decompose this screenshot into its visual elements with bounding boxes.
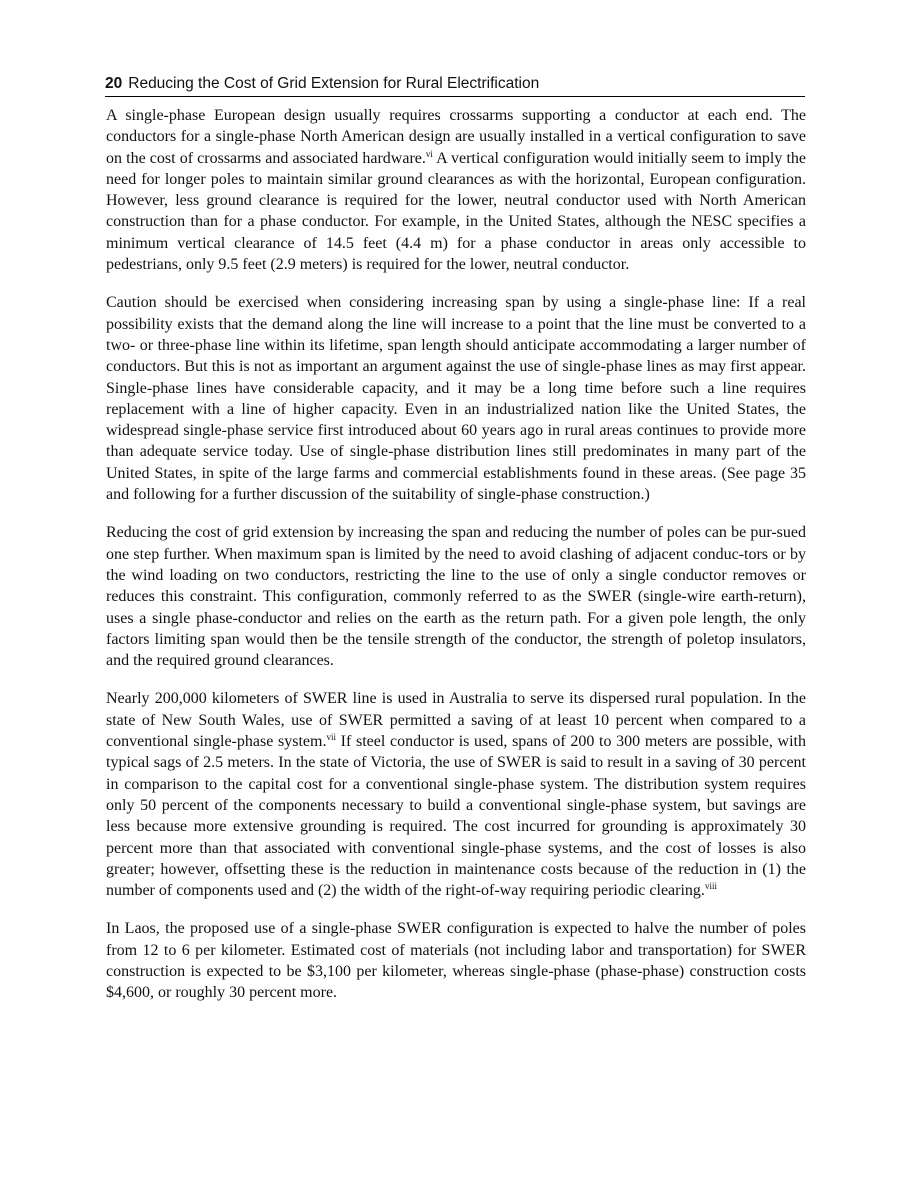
footnote-marker: vi xyxy=(425,148,433,159)
footnote-marker: vii xyxy=(326,732,336,743)
paragraph-text: If steel conductor is used, spans of 200 to 300 meters are possible, with typical sags of 2.5 meters. In the state of Victoria, the use of SWER is said to result in a saving of 30 percent in comparison to the capital cost for a conventional single-phase system. The distribution system requires only 50 percent of the components necessary to build a conventional single-phase system, but savings are less because more extensive grounding is required. The cost incurred for grounding is approximately 30 percent more than that associated with conventional single-phase systems, and the cost of losses is also greater; however, offsetting these is the reduction in maintenance costs because of the reduction in (1) the number of components used and (2) the width of the right-of-way requiring periodic clearing. xyxy=(106,733,806,900)
paragraph-australia xyxy=(106,688,806,901)
footnote-marker: viii xyxy=(704,881,717,892)
paragraph-swer-intro: Reducing the cost of grid extension by increasing the span and reducing the number of poles can be pur-sued one step further. When maximum span is limited by the need to avoid clashing of adjacent conduc-tors or by the wind loading on two conductors, restricting the line to the use of only a single conductor removes or reduces this constraint. This configuration, commonly referred to as the SWER (single-wire earth-return), uses a single phase-conductor and relies on the earth as the return path. For a given pole length, the only factors limiting span would then be the tensile strength of the conductor, the strength of poletop insulators, and the required ground clearances. xyxy=(106,524,806,670)
page-number: 20 xyxy=(105,75,123,92)
body-text xyxy=(106,105,806,1021)
paragraph-laos: In Laos, the proposed use of a single-phase SWER configuration is expected to halve the number of poles from 12 to 6 per kilometer. Estimated cost of materials (not including labor and transportation) for SWER construction is expected to be $3,100 per kilometer, whereas single-phase (phase-phase) construction costs $4,600, or roughly 30 percent more. xyxy=(106,920,806,1002)
paragraph-text: A single-phase European design usually requires crossarms supporting a conductor at each end. The conductors for a single-phase North American design are usually installed in a vertical configuration to save on the cost of crossarms and associated hardware. xyxy=(106,107,806,167)
paragraph-single-phase-design xyxy=(106,105,806,275)
running-header xyxy=(105,74,805,97)
paragraph-text: Nearly 200,000 kilometers of SWER line is used in Australia to serve its dispersed rural population. In the state of New South Wales, use of SWER permitted a saving of at least 10 percent when compared to a conventional single-phase system. xyxy=(106,690,806,751)
paragraph-caution: Caution should be exercised when considering increasing span by using a single-phase line: If a real possibility exists that the demand along the line will increase to a point that the line must be converted to a two- or three-phase line within its lifetime, span length should anticipate accommodating a larger number of conductors. But this is not as important an argument against the use of single-phase lines as may first appear. Single-phase lines have considerable capacity, and it may be a long time before such a line requires replacement with a line of higher capacity. Even in an industrialized nation like the United States, the widespread single-phase service first introduced about 60 years ago in rural areas continues to provide more than adequate service today. Use of single-phase distribution lines still predominates in many part of the United States, in spite of the large farms and commercial establishments found in these areas. (See page 35 and following for a further discussion of the suitability of single-phase construction.) xyxy=(106,294,806,504)
running-title: Reducing the Cost of Grid Extension for Rural Electrification xyxy=(128,75,540,92)
paragraph-text: A vertical configuration would initially seem to imply the need for longer poles to maintain similar ground clearances as with the horizontal, European configuration. However, less ground clearance is required for the lower, neutral conductor used with North American construction than for a phase conductor. For example, in the United States, although the NESC specifies a minimum vertical clearance of 14.5 feet (4.4 m) for a phase conductor in areas only accessible to pedestrians, only 9.5 feet (2.9 meters) is required for the lower, neutral conductor. xyxy=(106,149,807,274)
